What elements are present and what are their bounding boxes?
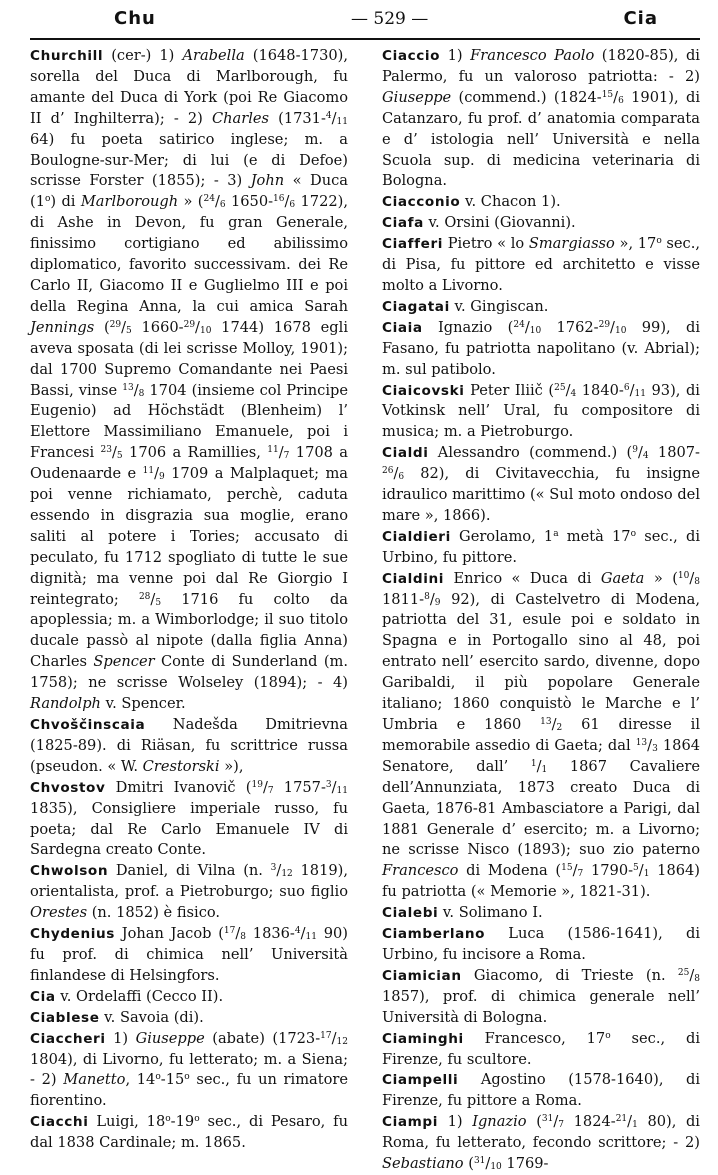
entry-headword: Ciampelli [382,1072,459,1089]
dictionary-entry [382,234,700,297]
dictionary-entry [30,987,348,1008]
entry-headword: Ciaminghi [382,1030,464,1047]
entry-headword: Ciablese [30,1009,100,1026]
entry-headword: Ciafa [382,215,424,232]
header-left-guide-word: Chu [114,8,156,29]
left-column [30,46,348,1175]
entry-headword: Ciaia [382,319,423,336]
entry-text: v. Chacon 1). [460,193,561,211]
entry-headword: Ciamberlano [382,926,486,943]
entry-headword: Ciampi [382,1114,438,1131]
entry-text: v. Solimano I. [438,904,543,922]
header-right-guide-word: Cia [623,8,658,29]
entry-headword: Chydenius [30,926,115,943]
dictionary-entry [382,297,700,318]
entry-headword: Ciacchi [30,1114,89,1131]
entry-text: Giacomo, di Trieste (n. $^{25}/_8$ 1857), prof. di chimica generale nell’ Università di Bologna. [382,966,700,1026]
entry-text: Luigi, 18$^o$-19$^o$ sec., di Pesaro, fu dal 1838 Cardinale; m. 1865. [30,1113,348,1152]
entry-headword: Cialdini [382,570,444,587]
dictionary-entry [382,1029,700,1071]
entry-headword: Cia [30,988,56,1005]
entry-text: Johan Jacob ($^{17}/_8$ $1836-^4/_{11}$ 90) fu prof. di chimica nell’ Università finlandese di Helsingfors. [30,925,348,984]
dictionary-entry [382,1112,700,1175]
entry-text: Agostino (1578-1640), di Firenze, fu pittore a Roma. [382,1071,700,1110]
dictionary-entry [382,1070,700,1112]
dictionary-entry [382,903,700,924]
entry-headword: Ciamician [382,967,462,984]
page-header [30,8,700,36]
entry-text: 1) Giuseppe (abate) ($1723-^{17}/_{12}$ 1804), di Livorno, fu letterato; m. a Siena; - 2) Manetto, 14$^o$-15$^o$ sec., fu un rimatore fiorentino. [30,1029,348,1110]
entry-text: (cer-) 1) Arabella (1648-1730), sorella del Duca di Marlborough, fu amante del Duca di York (poi Re Giacomo II d’ Inghilterra); - 2) Charles ($1731-^4/_{11}$ 64) fu poeta satirico inglese; m. a Boulogne-sur-Mer; di lui (e di Defoe) scrisse Forster (1855); - 3) John « Duca (1$^o$) di Marlborough » ($^{24}/_6$ $1650-^{16}/_6$ 1722), di Ashe in Devon, fu gran Generale, finissimo cortigiano ed abilissimo diplomatico, favorito successivam. dei Re Carlo II, Giacomo II e Guglielmo III e poi della Regina Anna, la cui amica Sarah Jennings ($^{29}/_5$ $1660-^{29}/_{10}$ 1744) 1678 egli aveva sposata (di lei scrisse Molloy, 1901); dal 1700 Supremo Comandante nei Paesi Bassi, vinse $^{13}/_8$ 1704 (insieme col Principe Eugenio) ad Höchstädt (Blenheim) l’ Elettore Massimiliano Emanuele, poi i Francesi $^{23}/_5$ 1706 a Ramillies, $^{11}/_7$ 1708 a Oudenaarde e $^{11}/_9$ 1709 a Malplaquet; ma poi venne richiamato, perchè, caduta essendo in disgrazia sua moglie, erano saliti al potere i Tories; accusato di peculato, fu 1712 spogliato di tutte le sue dignità; ma venne poi dal Re Giorgio I reintegrato; $^{28}/_5$ 1716 fu colto da apoplessia; m. a Wimborlodge; il suo titolo ducale passò al nipote (dalla figlia Anna) Charles Spencer Conte di Sunderland (m. 1758); ne scrisse Wolseley (1894); - 4) Randolph v. Spencer. [30,47,349,713]
entry-text: Peter Iliič ($^{25}/_4$ $1840-^6/_{11}$ 93), di Votkinsk nell’ Ural, fu compositore di musica; m. a Pietroburgo. [382,381,700,441]
entry-text: v. Ordelaffi (Cecco II). [55,987,224,1005]
entry-text: 1) Francesco Paolo (1820-85), di Palermo, fu un valoroso patriotta: - 2) Giuseppe (commend.) ($1824-^{15}/_6$ 1901), di Catanzaro, fu prof. d’ anatomia comparata e d’ istologia nell’ Università e nella Scuola sup. di medicina veterinaria di Bologna. [382,47,700,190]
dictionary-entry [30,1029,348,1113]
dictionary-entry [30,924,348,987]
dictionary-entry [382,443,700,527]
entry-text: Gerolamo, 1$^a$ metà 17$^o$ sec., di Urbino, fu pittore. [382,527,700,566]
entry-headword: Ciaicovski [382,382,465,399]
entry-text: v. Savoia (di). [99,1008,204,1026]
right-column [382,46,700,1175]
text-columns [30,46,700,1175]
dictionary-entry [382,192,700,213]
entry-headword: Churchill [30,48,104,64]
entry-headword: Ciafferi [382,236,444,253]
entry-text: v. Gingiscan. [449,297,549,315]
entry-text: Enrico « Duca di Gaeta » ($^{10}/_8$ $1811-^8/_9$ 92), di Castelvetro di Modena, patriotta del 31, esule poi e soldato in Spagna e in Portogallo sino al 48, poi entrato nell’ esercito sardo, divenne, dopo Garibaldi, il più popolare Generale italiano; 1860 conquistò le Marche e l’ Umbria e 1860 $^{13}/_2$ 61 diresse il memorabile assedio di Gaeta; dal $^{13}/_3$ 1864 Senatore, dall’ $^1/_1$ 1867 Cavaliere dell’Annunziata, 1873 creato Duca di Gaeta, 1876-81 Ambasciatore a Parigi, dal 1881 Generale d’ esercito; m. a Livorno; ne scrisse Nisco (1893); suo zio paterno Francesco di Modena ($^{15}/_7$ $1790-^5/_1$ 1864) fu patriotta (« Memorie », 1821-31). [382,569,701,901]
entry-headword: Cialebi [382,905,439,922]
entry-text: Dmitri Ivanovič ($^{19}/_7$ $1757-^3/_{11}$ 1835), Consigliere imperiale russo, fu poeta; dal Re Carlo Emanuele IV di Sardegna creato Conte. [30,778,348,859]
entry-headword: Ciacconio [382,194,461,211]
entry-text: Alessandro (commend.) ($^9/_4$ $1807-^{26}/_6$ 82), di Civitavecchia, fu insigne idraulico marittimo (« Sul moto ondoso del mare », 1866). [382,444,700,524]
entry-headword: Ciagatai [382,298,450,315]
entry-text: Luca (1586-1641), di Urbino, fu incisore a Roma. [382,925,700,963]
entry-headword: Chvoščinscaia [30,717,146,733]
entry-headword: Ciaccheri [30,1030,106,1047]
dictionary-entry [382,381,700,444]
entry-headword: Chvostov [30,779,106,796]
dictionary-entry [382,924,700,966]
entry-headword: Chwolson [30,863,109,880]
dictionary-entry [30,861,348,924]
entry-text: Daniel, di Vilna (n. $^3/_{12}$ 1819), orientalista, prof. a Pietroburgo; suo figlio Orestes (n. 1852) è fisico. [30,862,348,922]
entry-text: 1) Ignazio ($^{31}/_7$ $1824-^{21}/_1$ 80), di Roma, fu letterato, fecondo scrittore; - 2) Sebastiano ($^{31}/_{10}$ 1769- [382,1113,700,1173]
dictionary-entry [30,1112,348,1154]
dictionary-entry [382,46,700,192]
dictionary-entry [30,778,348,862]
header-rule [30,38,700,40]
entry-headword: Cialdieri [382,528,451,545]
entry-text: Francesco, 17$^o$ sec., di Firenze, fu scultore. [382,1029,700,1068]
page-number: — 529 — [351,9,429,29]
dictionary-entry [382,527,700,569]
entry-text: Nadešda Dmitrievna (1825-89). di Riäsan, fu scrittrice russa (pseudon. « W. Crestorski »), [30,716,348,775]
dictionary-entry [30,1008,348,1029]
dictionary-entry [30,715,348,778]
entry-headword: Ciaccio [382,48,441,64]
entry-text: v. Orsini (Giovanni). [423,214,576,232]
dictionary-entry [382,569,700,904]
entry-text: Pietro « lo Smargiasso », 17$^o$ sec., di Pisa, fu pittore ed architetto e visse molto a Livorno. [382,235,700,294]
dictionary-entry [382,318,700,381]
entry-text: Ignazio ($^{24}/_{10}$ $1762-^{29}/_{10}$ 99), di Fasano, fu patriotta napolitano (v. Abrial); m. sul patibolo. [382,318,700,378]
dictionary-entry [30,46,348,715]
dictionary-entry [382,966,700,1029]
dictionary-entry [382,213,700,234]
entry-headword: Cialdi [382,445,429,462]
